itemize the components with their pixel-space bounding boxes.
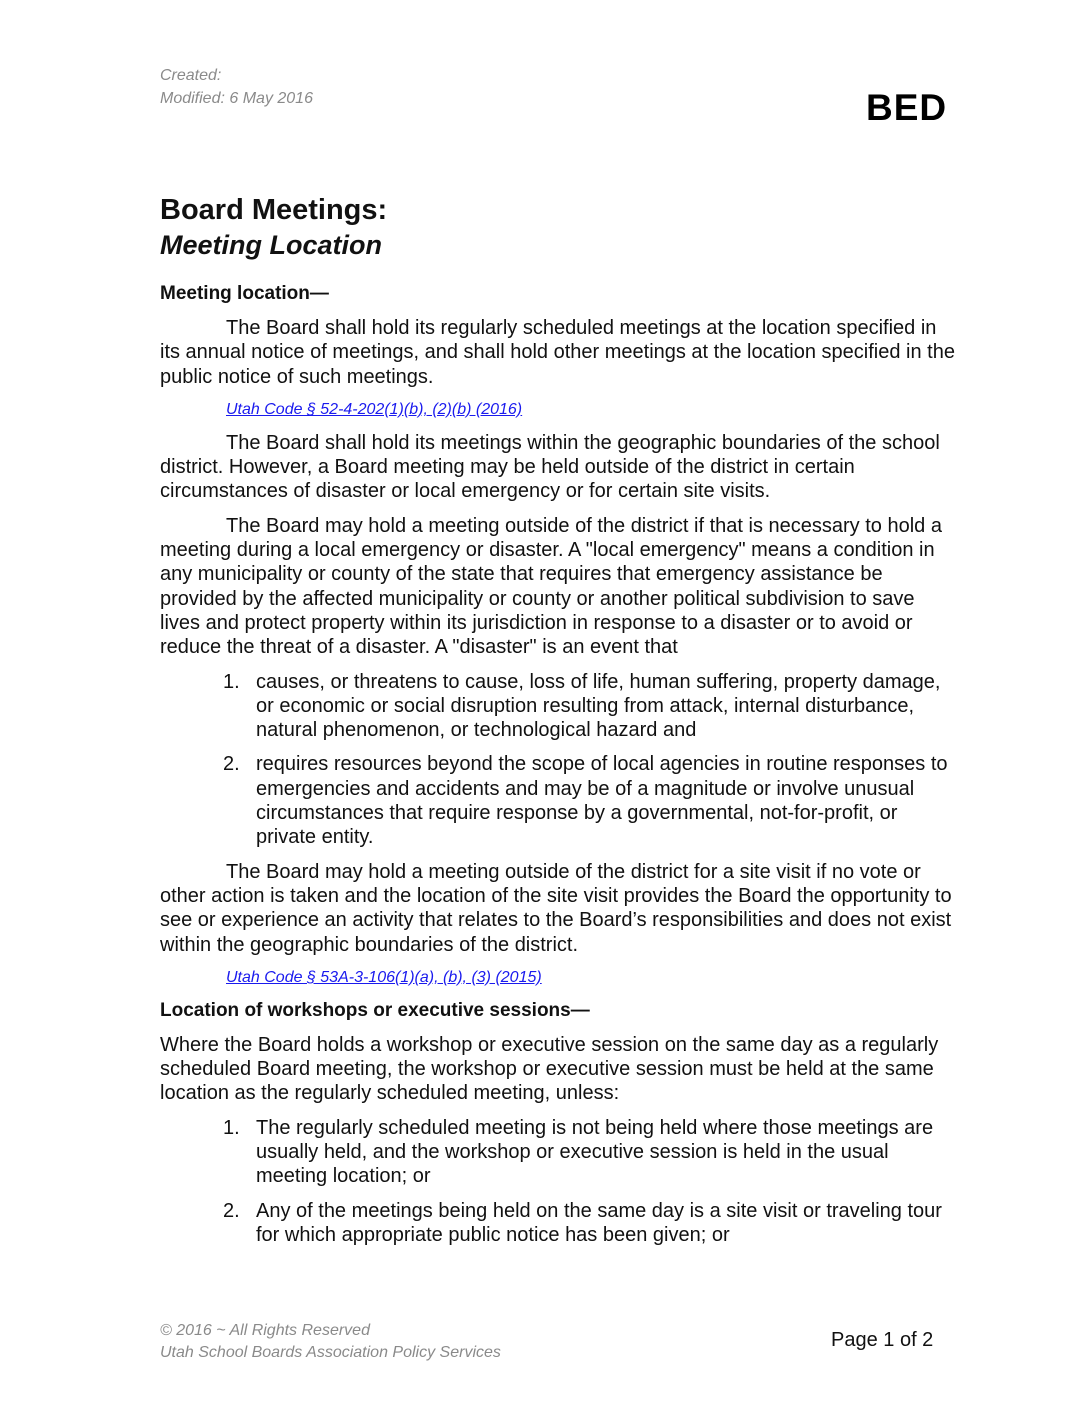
policy-code: BED (866, 87, 948, 128)
exception-list (160, 1116, 960, 1247)
paragraph: The Board may hold a meeting outside of the district for a site visit if no vote or other action is taken and the location of the site visit provides the Board the opportunity to see or experience an activity that relates to the Board’s responsibilities and does not exist within the geographic boundaries of the district. (160, 860, 952, 956)
list-number: 2. (223, 1199, 240, 1222)
list-item (160, 1199, 960, 1248)
citation (226, 967, 960, 989)
footer-credits (160, 1320, 501, 1364)
page-title: Board Meetings: (160, 194, 388, 226)
paragraph: Where the Board holds a workshop or executive session on the same day as a regularly scheduled Board meeting, the workshop or executive session must be held at the same location as the regularly scheduled meeting, unless: (160, 1033, 939, 1105)
paragraph: The Board may hold a meeting outside of the district if that is necessary to hold a meeting during a local emergency or disaster. A "local emergency" means a condition in any municipality or county of the state that requires that emergency assistance be provided by the affected municipality or county or another political subdivision to save lives and protect property within its jurisdiction in response to a disaster or to avoid or reduce the threat of a disaster. A "disaster" is an event that (160, 514, 942, 659)
document-meta (160, 64, 313, 110)
section-heading-workshop-location: Location of workshops or executive sessions— (160, 999, 590, 1021)
section-heading-meeting-location: Meeting location— (160, 283, 329, 304)
modified-date: Modified: 6 May 2016 (160, 90, 313, 107)
list-number: 1. (223, 670, 240, 693)
list-number: 1. (223, 1116, 240, 1139)
list-number: 2. (223, 753, 240, 776)
list-item-text: Any of the meetings being held on the same day is a site visit or traveling tour for which appropriate public notice has been given; or (256, 1199, 942, 1246)
created-label: Created: (160, 67, 222, 84)
list-item-text: causes, or threatens to cause, loss of life, human suffering, property damage, or economic or social disruption resulting from attack, internal disturbance, natural phenomenon, or technological hazard and (256, 670, 941, 742)
list-item (160, 752, 960, 849)
list-item-text: requires resources beyond the scope of local agencies in routine responses to emergencies and accidents and may be of a magnitude or involve unusual circumstances that require response by a governmental, not-for-profit, or private entity. (256, 753, 948, 849)
citation (226, 399, 960, 421)
disaster-definition-list (160, 670, 960, 850)
citation-link[interactable]: Utah Code § 52-4-202(1)(b), (2)(b) (2016) (226, 400, 523, 418)
paragraph: The Board shall hold its meetings within the geographic boundaries of the school district. However, a Board meeting may be held outside of the district in certain circumstances of disaster or local emergency or for certain site visits. (160, 431, 940, 503)
list-item-text: The regularly scheduled meeting is not being held where those meetings are usually held, and the workshop or executive session is held in the usual meeting location; or (256, 1116, 934, 1188)
list-item (160, 670, 960, 743)
list-item (160, 1116, 960, 1189)
copyright-text: © 2016 ~ All Rights Reserved (160, 1322, 370, 1339)
document-body (160, 282, 960, 1257)
page-subtitle: Meeting Location (160, 230, 382, 260)
organization-text: Utah School Boards Association Policy Services (160, 1344, 501, 1361)
paragraph: The Board shall hold its regularly scheduled meetings at the location specified in its annual notice of meetings, and shall hold other meetings at the location specified in the public notice of such meetings. (160, 317, 955, 388)
citation-link[interactable]: Utah Code § 53A-3-106(1)(a), (b), (3) (2015) (226, 968, 542, 986)
page-number: Page 1 of 2 (831, 1329, 934, 1351)
